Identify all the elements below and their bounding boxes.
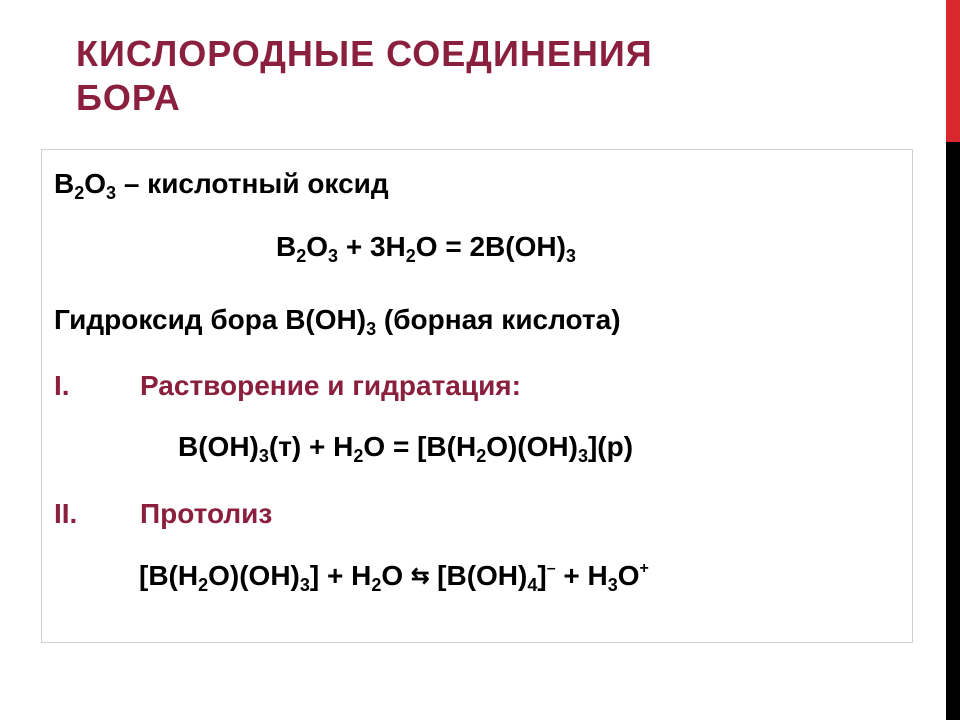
equation-hydration-oxide: $B_2O_3 + 3H_2O = 2B(OH)_3$: [276, 231, 576, 266]
oxide-statement: $B_2O_3$ – кислотный оксид: [54, 168, 389, 203]
slide-title: [76, 32, 916, 120]
title-line-1: КИСЛОРОДНЫЕ СОЕДИНЕНИЯ: [76, 33, 653, 74]
right-edge-accent-red: [946, 0, 960, 142]
hydroxide-statement: Гидроксид бора $B(OH)_3$ (борная кислота): [54, 304, 621, 339]
title-line-2: БОРА: [76, 77, 181, 118]
section-1-numeral: I.: [54, 370, 70, 401]
section-2-numeral: II.: [54, 498, 78, 529]
equation-dissolution: $B(OH)_3(т) + H_2O = [B(H_2O)(OH)_3](р)$: [178, 431, 634, 466]
equilibrium-arrow-icon: ⇆: [410, 563, 430, 588]
section-1-title: Растворение и гидратация:: [140, 370, 521, 401]
section-2-title: Протолиз: [140, 498, 273, 529]
right-edge-accent-black: [946, 142, 960, 720]
equation-protolysis: $[B(H_2O)(OH)_3] + H_2O$ ⇆ $[B(OH)_4]^- + H_3O^+$: [139, 560, 649, 595]
content-box: [41, 149, 913, 643]
